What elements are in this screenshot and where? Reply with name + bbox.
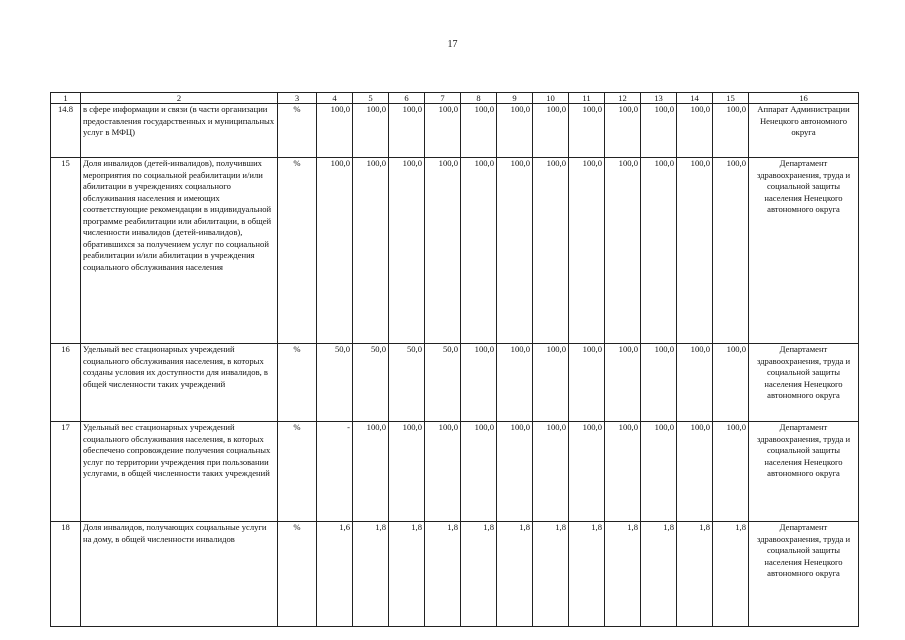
responsible-executor-cell: Департамент здравоохранения, труда и социальной защиты населения Ненецкого автономного округа: [749, 522, 859, 627]
value-cell: 100,0: [641, 344, 677, 422]
value-cell: 100,0: [641, 104, 677, 158]
value-cell: 100,0: [425, 422, 461, 522]
indicator-name-cell: Доля инвалидов, получающих социальные услуги на дому, в общей численности инвалидов: [81, 522, 278, 627]
value-cell: -: [317, 422, 353, 522]
value-cell: 100,0: [677, 158, 713, 344]
value-cell: 100,0: [713, 158, 749, 344]
value-cell: 100,0: [569, 158, 605, 344]
value-cell: 1,8: [677, 522, 713, 627]
column-number-header: 1: [51, 93, 81, 104]
value-cell: 100,0: [425, 104, 461, 158]
value-cell: 1,8: [713, 522, 749, 627]
value-cell: 100,0: [497, 158, 533, 344]
table-row: [51, 344, 859, 422]
value-cell: 100,0: [605, 422, 641, 522]
row-number-cell: 18: [51, 522, 81, 627]
value-cell: 100,0: [713, 422, 749, 522]
column-number-header: 12: [605, 93, 641, 104]
table-row: [51, 522, 859, 627]
column-number-header: 8: [461, 93, 497, 104]
value-cell: 100,0: [497, 422, 533, 522]
row-number-cell: 15: [51, 158, 81, 344]
value-cell: 100,0: [353, 422, 389, 522]
value-cell: 100,0: [533, 344, 569, 422]
value-cell: 100,0: [389, 422, 425, 522]
page-number: 17: [447, 39, 458, 50]
responsible-executor-cell: Департамент здравоохранения, труда и социальной защиты населения Ненецкого автономного округа: [749, 158, 859, 344]
value-cell: 100,0: [605, 104, 641, 158]
column-number-header: 9: [497, 93, 533, 104]
responsible-executor-cell: Аппарат Администрации Ненецкого автономного округа: [749, 104, 859, 158]
indicator-name-cell: Доля инвалидов (детей-инвалидов), получивших мероприятия по социальной реабилитации и/или абилитации в учреждениях социального обслуживания населения и имеющих соответствующие рекомендации в индивидуальной программе реабилитации или абилитации, в общей численности инвалидов (детей-инвалидов), обратившихся за получением услуг по социальной реабилитации и/или абилитации в учреждения социального обслуживания населения: [81, 158, 278, 344]
value-cell: 100,0: [533, 158, 569, 344]
value-cell: 100,0: [317, 104, 353, 158]
value-cell: 100,0: [389, 158, 425, 344]
value-cell: 1,8: [605, 522, 641, 627]
value-cell: 1,8: [461, 522, 497, 627]
value-cell: 100,0: [641, 158, 677, 344]
value-cell: 100,0: [317, 158, 353, 344]
row-number-cell: 17: [51, 422, 81, 522]
value-cell: 100,0: [497, 104, 533, 158]
value-cell: 1,8: [533, 522, 569, 627]
table-row: [51, 158, 859, 344]
table-row: [51, 422, 859, 522]
unit-cell: %: [278, 104, 317, 158]
column-number-header: 13: [641, 93, 677, 104]
column-number-header: 7: [425, 93, 461, 104]
row-number-cell: 14.8: [51, 104, 81, 158]
value-cell: 100,0: [713, 104, 749, 158]
value-cell: 100,0: [461, 158, 497, 344]
value-cell: 100,0: [569, 422, 605, 522]
column-number-header: 6: [389, 93, 425, 104]
value-cell: 50,0: [353, 344, 389, 422]
unit-cell: %: [278, 158, 317, 344]
value-cell: 1,8: [569, 522, 605, 627]
responsible-executor-cell: Департамент здравоохранения, труда и социальной защиты населения Ненецкого автономного округа: [749, 422, 859, 522]
indicator-name-cell: в сфере информации и связи (в части организации предоставления государственных и муниципальных услуг в МФЦ): [81, 104, 278, 158]
value-cell: 100,0: [677, 422, 713, 522]
indicator-name-cell: Удельный вес стационарных учреждений социального обслуживания населения, в которых обеспечено сопровождение получения социальных услуг по территории учреждения при пользовании услугами, в общей численности таких учреждений: [81, 422, 278, 522]
value-cell: 100,0: [533, 422, 569, 522]
unit-cell: %: [278, 422, 317, 522]
value-cell: 100,0: [425, 158, 461, 344]
value-cell: 100,0: [605, 158, 641, 344]
value-cell: 100,0: [461, 422, 497, 522]
value-cell: 50,0: [425, 344, 461, 422]
column-number-header: 2: [81, 93, 278, 104]
column-number-header: 10: [533, 93, 569, 104]
value-cell: 100,0: [677, 104, 713, 158]
responsible-executor-cell: Департамент здравоохранения, труда и социальной защиты населения Ненецкого автономного округа: [749, 344, 859, 422]
value-cell: 1,8: [425, 522, 461, 627]
value-cell: 100,0: [569, 104, 605, 158]
value-cell: 1,8: [641, 522, 677, 627]
value-cell: 100,0: [677, 344, 713, 422]
value-cell: 1,8: [353, 522, 389, 627]
column-number-header: 15: [713, 93, 749, 104]
unit-cell: %: [278, 522, 317, 627]
value-cell: 100,0: [461, 104, 497, 158]
column-number-header: 3: [278, 93, 317, 104]
table-row: [51, 104, 859, 158]
value-cell: 100,0: [353, 158, 389, 344]
value-cell: 100,0: [641, 422, 677, 522]
indicator-table: [50, 92, 859, 627]
value-cell: 50,0: [317, 344, 353, 422]
value-cell: 100,0: [569, 344, 605, 422]
value-cell: 100,0: [353, 104, 389, 158]
value-cell: 1,8: [389, 522, 425, 627]
column-number-header: 16: [749, 93, 859, 104]
value-cell: 100,0: [533, 104, 569, 158]
value-cell: 100,0: [713, 344, 749, 422]
value-cell: 50,0: [389, 344, 425, 422]
value-cell: 100,0: [605, 344, 641, 422]
value-cell: 1,8: [497, 522, 533, 627]
value-cell: 1,6: [317, 522, 353, 627]
row-number-cell: 16: [51, 344, 81, 422]
unit-cell: %: [278, 344, 317, 422]
column-number-header: 14: [677, 93, 713, 104]
value-cell: 100,0: [461, 344, 497, 422]
column-number-header: 4: [317, 93, 353, 104]
value-cell: 100,0: [497, 344, 533, 422]
column-number-header: 11: [569, 93, 605, 104]
column-number-header: 5: [353, 93, 389, 104]
value-cell: 100,0: [389, 104, 425, 158]
column-number-row: [51, 93, 859, 104]
indicator-name-cell: Удельный вес стационарных учреждений социального обслуживания населения, в которых созданы условия их доступности для инвалидов, в общей численности таких учреждений: [81, 344, 278, 422]
